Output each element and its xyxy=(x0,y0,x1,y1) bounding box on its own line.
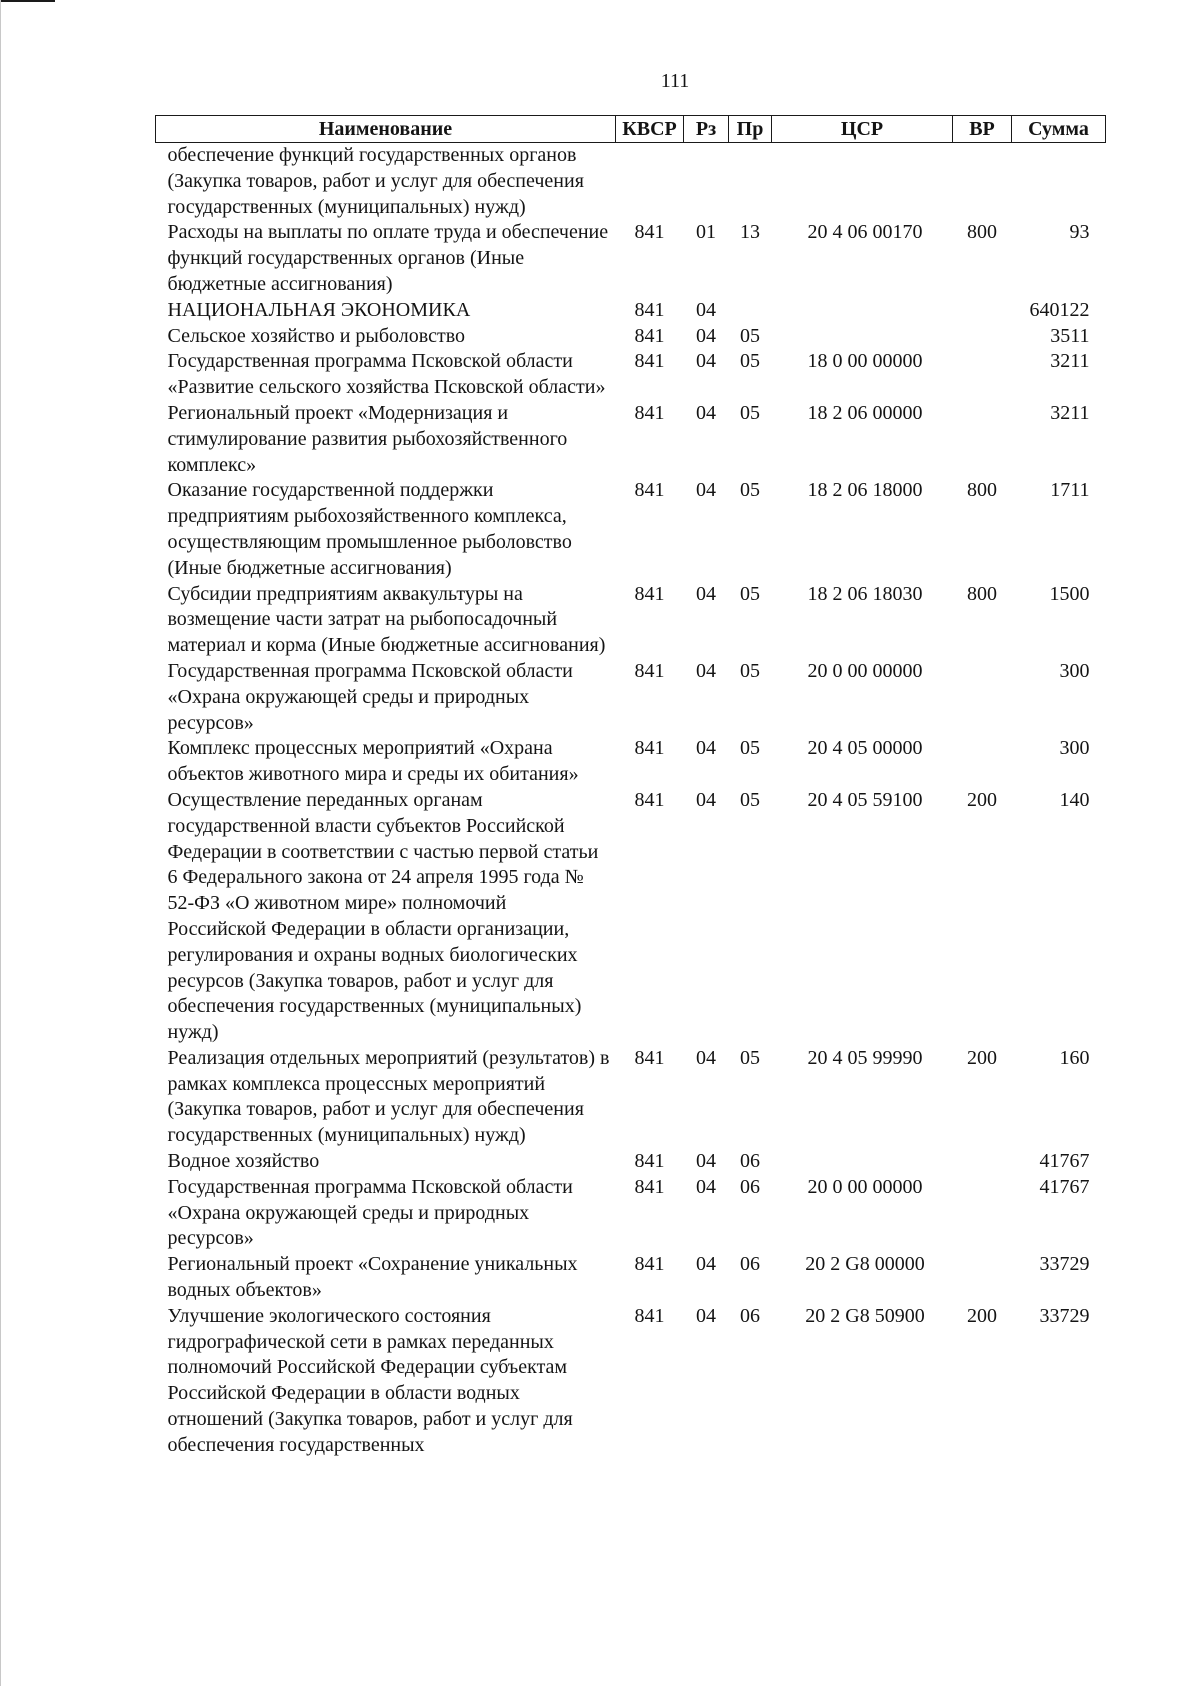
row-rz: 01 xyxy=(696,221,716,244)
row-sum: 3511 xyxy=(1050,324,1090,347)
row-csr xyxy=(772,298,953,324)
table-row xyxy=(156,1149,1106,1175)
row-vr xyxy=(953,298,1012,324)
table-row xyxy=(156,788,1106,1046)
row-rz: 04 xyxy=(696,1304,716,1327)
row-rz: 04 xyxy=(696,1175,716,1198)
row-vr xyxy=(953,659,1012,736)
row-csr: 20 2 G8 00000 xyxy=(805,1253,925,1276)
row-vr xyxy=(953,324,1012,350)
row-name: Субсидии предприятиям аквакультуры на возмещение части затрат на рыбопосадочный материал и корма (Иные бюджетные ассигнования) xyxy=(167,582,606,657)
row-pr: 06 xyxy=(740,1304,760,1327)
row-pr: 05 xyxy=(740,401,760,424)
row-kvsr: 841 xyxy=(634,1253,665,1276)
row-csr: 20 4 06 00170 xyxy=(807,221,923,244)
row-sum: 300 xyxy=(1059,737,1090,760)
row-sum: 33729 xyxy=(1039,1304,1090,1327)
header-vr: ВР xyxy=(953,116,1012,143)
scan-edge-mark-top xyxy=(0,0,55,2)
row-vr xyxy=(953,143,1012,221)
table-row xyxy=(156,736,1106,788)
row-name: Водное хозяйство xyxy=(167,1150,320,1173)
row-rz: 04 xyxy=(696,298,716,321)
row-pr: 05 xyxy=(740,582,760,605)
row-pr xyxy=(729,298,772,324)
row-vr xyxy=(953,1175,1012,1252)
row-csr: 18 2 06 00000 xyxy=(807,401,923,424)
table-row xyxy=(156,1175,1106,1252)
table-header-row xyxy=(156,116,1106,143)
row-name: Комплекс процессных мероприятий «Охрана объектов животного мира и среды их обитания» xyxy=(167,737,579,786)
row-csr: 20 0 00 00000 xyxy=(807,659,923,682)
row-vr: 200 xyxy=(967,1046,997,1069)
row-kvsr: 841 xyxy=(634,659,665,682)
row-name: Расходы на выплаты по оплате труда и обеспечение функций государственных органов (Иные бюджетные ассигнования) xyxy=(167,221,609,295)
row-vr: 800 xyxy=(967,582,997,605)
row-kvsr: 841 xyxy=(634,737,665,760)
budget-table xyxy=(155,115,1106,1459)
row-rz: 04 xyxy=(696,1150,716,1173)
row-rz: 04 xyxy=(696,479,716,502)
row-sum: 160 xyxy=(1059,1046,1090,1069)
row-kvsr xyxy=(616,143,684,221)
row-kvsr: 841 xyxy=(634,788,665,811)
row-kvsr: 841 xyxy=(634,1046,665,1069)
row-csr: 20 4 05 59100 xyxy=(807,788,923,811)
row-csr xyxy=(772,143,953,221)
row-sum: 33729 xyxy=(1039,1253,1090,1276)
row-kvsr: 841 xyxy=(634,1304,665,1327)
row-rz: 04 xyxy=(696,788,716,811)
row-pr: 05 xyxy=(740,659,760,682)
row-pr: 05 xyxy=(740,788,760,811)
row-sum: 41767 xyxy=(1039,1150,1090,1173)
row-rz: 04 xyxy=(696,1046,716,1069)
row-sum: 1711 xyxy=(1050,479,1090,502)
row-csr: 20 0 00 00000 xyxy=(807,1175,923,1198)
row-kvsr: 841 xyxy=(634,582,665,605)
row-pr: 05 xyxy=(740,350,760,373)
row-rz: 04 xyxy=(696,659,716,682)
row-sum: 1500 xyxy=(1049,582,1090,605)
row-kvsr: 841 xyxy=(634,350,665,373)
row-name: Государственная программа Псковской области «Охрана окружающей среды и природных ресурсов» xyxy=(167,1175,573,1250)
header-rz: Рз xyxy=(684,116,729,143)
row-csr: 20 2 G8 50900 xyxy=(805,1304,925,1327)
header-pr: Пр xyxy=(729,116,772,143)
row-csr: 18 2 06 18000 xyxy=(807,479,923,502)
table-row xyxy=(156,659,1106,736)
header-kvsr: КВСР xyxy=(616,116,684,143)
table-row xyxy=(156,1252,1106,1304)
row-vr xyxy=(953,1149,1012,1175)
row-rz: 04 xyxy=(696,350,716,373)
header-csr: ЦСР xyxy=(772,116,953,143)
row-rz: 04 xyxy=(696,737,716,760)
row-name: Региональный проект «Модернизация и стимулирование развития рыбохозяйственного комплекс» xyxy=(167,401,568,476)
row-kvsr: 841 xyxy=(634,324,665,347)
row-csr: 20 4 05 00000 xyxy=(807,737,923,760)
row-kvsr: 841 xyxy=(634,1175,665,1198)
row-name: Оказание государственной поддержки предприятиям рыбохозяйственного комплекса, осуществляющим промышленное рыболовство (Иные бюджетные ассигнования) xyxy=(167,479,572,579)
row-csr xyxy=(772,1149,953,1175)
table-row xyxy=(156,324,1106,350)
row-kvsr: 841 xyxy=(634,479,665,502)
row-kvsr: 841 xyxy=(634,401,665,424)
row-pr: 05 xyxy=(740,737,760,760)
header-name: Наименование xyxy=(156,116,616,143)
row-name: Государственная программа Псковской области «Охрана окружающей среды и природных ресурсов» xyxy=(167,659,573,734)
row-vr xyxy=(953,1252,1012,1304)
row-pr: 13 xyxy=(740,221,760,244)
table-row xyxy=(156,401,1106,478)
table-row xyxy=(156,298,1106,324)
row-pr: 05 xyxy=(740,324,760,347)
row-rz: 04 xyxy=(696,1253,716,1276)
row-vr: 800 xyxy=(967,221,997,244)
table-row xyxy=(156,143,1106,221)
row-vr: 200 xyxy=(967,788,997,811)
row-csr: 20 4 05 99990 xyxy=(807,1046,923,1069)
row-sum xyxy=(1012,143,1106,221)
row-csr: 18 2 06 18030 xyxy=(807,582,923,605)
row-sum: 300 xyxy=(1059,659,1090,682)
row-vr xyxy=(953,349,1012,401)
row-name: Региональный проект «Сохранение уникальных водных объектов» xyxy=(167,1253,578,1302)
row-pr: 06 xyxy=(740,1150,760,1173)
table-row xyxy=(156,1046,1106,1149)
row-name: обеспечение функций государственных органов (Закупка товаров, работ и услуг для обеспечения государственных (муниципальных) нужд) xyxy=(167,144,584,218)
header-sum: Сумма xyxy=(1012,116,1106,143)
row-pr: 06 xyxy=(740,1175,760,1198)
page-number: 111 xyxy=(660,70,690,92)
row-sum: 3211 xyxy=(1050,350,1090,373)
row-vr: 200 xyxy=(967,1304,997,1327)
row-kvsr: 841 xyxy=(634,298,665,321)
scan-edge-mark-left xyxy=(0,0,1,1686)
table-row xyxy=(156,349,1106,401)
row-sum: 41767 xyxy=(1039,1175,1090,1198)
row-sum: 3211 xyxy=(1050,401,1090,424)
row-name: Улучшение экологического состояния гидрографической сети в рамках переданных полномочий Российской Федерации субъектам Российской Федерации в области водных отношений (Закупка товаров, работ и услуг для обеспечения государственных xyxy=(167,1304,573,1456)
table-row xyxy=(156,478,1106,581)
row-name: Государственная программа Псковской области «Развитие сельского хозяйства Псковской области» xyxy=(167,350,606,399)
row-name: Сельское хозяйство и рыболовство xyxy=(167,324,466,347)
row-csr xyxy=(772,324,953,350)
row-pr: 06 xyxy=(740,1253,760,1276)
row-sum: 93 xyxy=(1069,221,1090,244)
row-sum: 640122 xyxy=(1029,298,1090,321)
row-rz xyxy=(684,143,729,221)
table-row xyxy=(156,220,1106,297)
row-csr: 18 0 00 00000 xyxy=(807,350,923,373)
budget-table-container xyxy=(155,115,1105,1459)
row-kvsr: 841 xyxy=(634,1150,665,1173)
row-name: Реализация отдельных мероприятий (результатов) в рамках комплекса процессных мероприятий (Закупка товаров, работ и услуг для обеспечения государственных (муниципальных) нужд) xyxy=(167,1046,610,1147)
row-rz: 04 xyxy=(696,324,716,347)
row-kvsr: 841 xyxy=(634,221,665,244)
table-row xyxy=(156,1304,1106,1459)
row-name: Осуществление переданных органам государственной власти субъектов Российской Федерации в соответствии с частью первой статьи 6 Федерального закона от 24 апреля 1995 года № 52-ФЗ «О животном мире» полномочий Российской Федерации в области организации, регулирования и охраны водных биологических ресурсов (Закупка товаров, работ и услуг для обеспечения государственных (муниципальных) нужд) xyxy=(167,788,599,1044)
table-body xyxy=(156,143,1106,1459)
row-rz: 04 xyxy=(696,401,716,424)
row-vr xyxy=(953,736,1012,788)
table-row xyxy=(156,582,1106,659)
row-pr: 05 xyxy=(740,1046,760,1069)
row-sum: 140 xyxy=(1059,788,1090,811)
row-name: НАЦИОНАЛЬНАЯ ЭКОНОМИКА xyxy=(167,298,471,321)
row-rz: 04 xyxy=(696,582,716,605)
row-pr xyxy=(729,143,772,221)
row-vr: 800 xyxy=(967,479,997,502)
row-vr xyxy=(953,401,1012,478)
row-pr: 05 xyxy=(740,479,760,502)
